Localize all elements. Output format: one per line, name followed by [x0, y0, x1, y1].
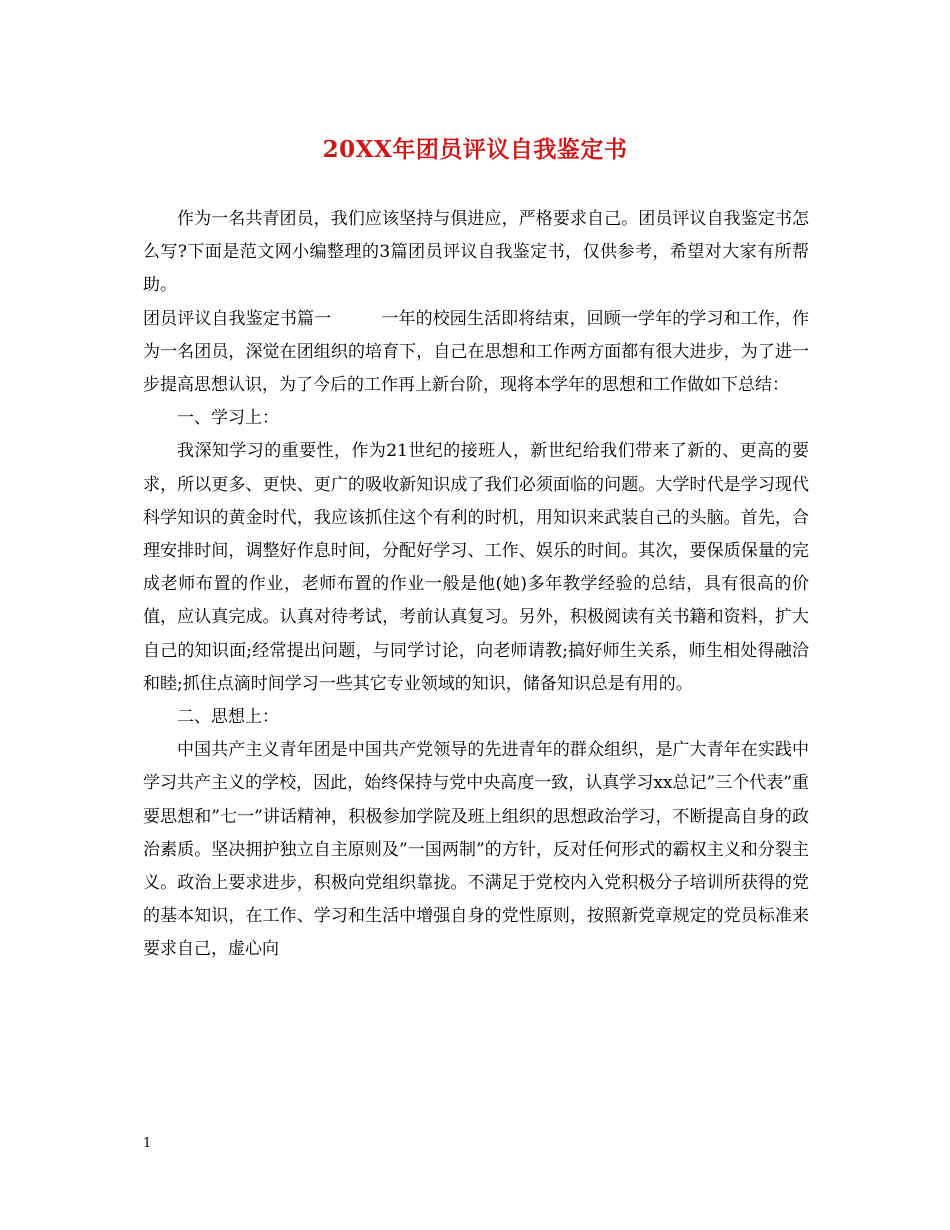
section-text: 一年的校园生活即将结束，回顾一学年的学习和工作，作为一名团员，深觉在团组织的培育下，自己在思想和工作两方面都有很大进步，为了进一步提高思想认识，为了今后的工作再上新台阶，现将本学年的思想和工作做如下总结：: [143, 308, 810, 396]
document-body: [143, 203, 809, 967]
heading-thought: 二、思想上：: [177, 707, 279, 728]
section-paragraph: [143, 303, 809, 403]
document-title: 20XX年团员评议自我鉴定书: [322, 136, 628, 163]
heading-study: 一、学习上：: [177, 408, 279, 429]
page-number: 1: [143, 1136, 152, 1151]
thought-paragraph: 中国共产主义青年团是中国共产党领导的先进青年的群众组织，是广大青年在实践中学习共产主义的学校，因此，始终保持与党中央高度一致，认真学习xx总记”三个代表”重要思想和”七一”讲话精神，积极参加学院及班上组织的思想政治学习，不断提高自身的政治素质。坚决拥护独立自主原则及”一国两制”的方针，反对任何形式的霸权主义和分裂主义。政治上要求进步，积极向党组织靠拢。不满足于党校内入党积极分子培训所获得的党的基本知识，在工作、学习和生活中增强自身的党性原则，按照新党章规定的党员标准来要求自己，虚心向: [143, 740, 809, 960]
intro-paragraph: 作为一名共青团员，我们应该坚持与俱进应，严格要求自己。团员评议自我鉴定书怎么写?下面是范文网小编整理的3篇团员评议自我鉴定书，仅供参考，希望对大家有所帮助。: [143, 209, 809, 296]
section-label: 团员评议自我鉴定书篇一: [143, 308, 332, 329]
study-paragraph: 我深知学习的重要性，作为21世纪的接班人，新世纪给我们带来了新的、更高的要求，所以更多、更快、更广的吸收新知识成了我们必须面临的问题。大学时代是学习现代科学知识的黄金时代，我应该抓住这个有利的时机，用知识来武装自己的头脑。首先，合理安排时间，调整好作息时间，分配好学习、工作、娱乐的时间。其次，要保质保量的完成老师布置的作业，老师布置的作业一般是他(她)多年教学经验的总结，具有很高的价值，应认真完成。认真对待考试，考前认真复习。另外，积极阅读有关书籍和资料，扩大自己的知识面;经常提出问题，与同学讨论，向老师请教;搞好师生关系，师生相处得融洽和睦;抓住点滴时间学习一些其它专业领域的知识，储备知识总是有用的。: [143, 441, 809, 694]
